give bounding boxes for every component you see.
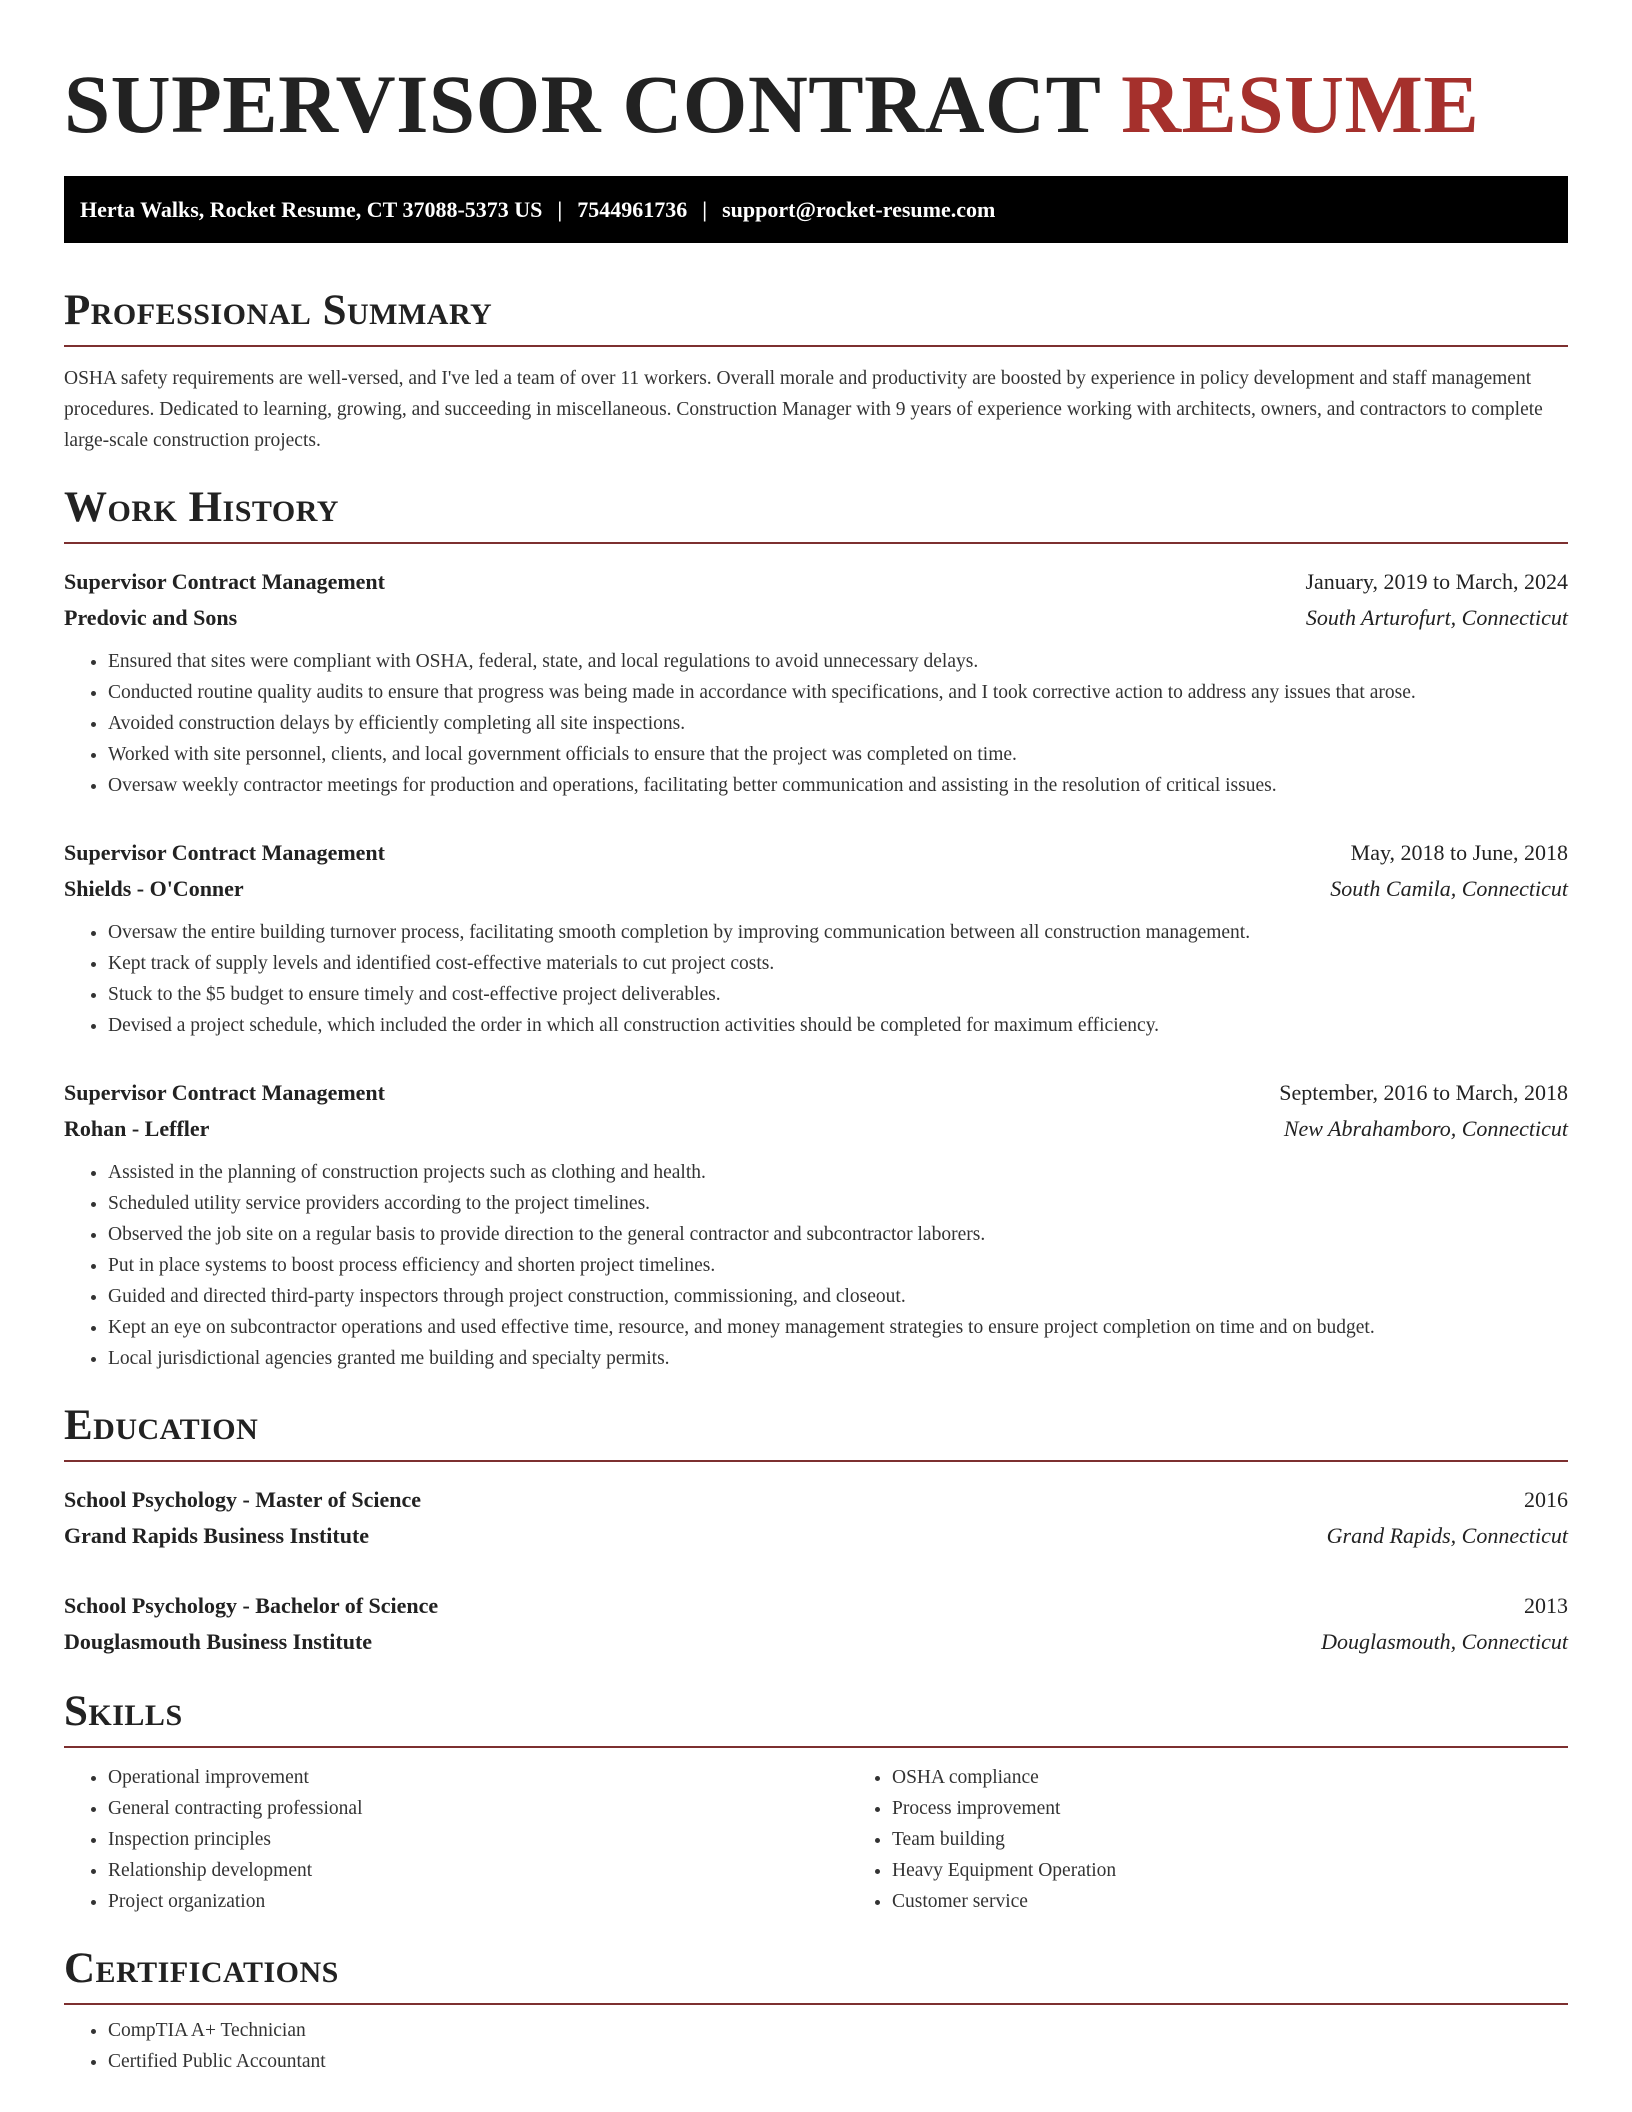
job-title: Supervisor Contract Management bbox=[64, 840, 385, 865]
education-section bbox=[64, 1402, 1568, 1660]
education-year: 2016 bbox=[1524, 1487, 1568, 1512]
education-entry bbox=[64, 1588, 1568, 1660]
job-location: New Abrahamboro, Connecticut bbox=[1283, 1116, 1568, 1141]
contact-bar bbox=[64, 176, 1568, 243]
skill-item: • Relationship development bbox=[108, 1855, 848, 1886]
skill-item: • Project organization bbox=[108, 1886, 848, 1917]
contact-separator: | bbox=[702, 197, 708, 222]
job-entry bbox=[64, 835, 1568, 1041]
section-heading: Professional Summary bbox=[64, 287, 1568, 347]
skill-item: • Heavy Equipment Operation bbox=[892, 1855, 1632, 1886]
contact-address: Herta Walks, Rocket Resume, CT 37088-5373 US bbox=[80, 197, 543, 222]
section-heading: Certifications bbox=[64, 1945, 1568, 2005]
job-bullet: • Kept an eye on subcontractor operations and used effective time, resource, and money management strategies to ensure project completion on time and on budget. bbox=[108, 1312, 1568, 1343]
job-bullet: • Oversaw the entire building turnover process, facilitating smooth completion by improving communication between all construction management. bbox=[108, 917, 1568, 948]
job-header-row bbox=[64, 1075, 1568, 1111]
job-bullet: • Local jurisdictional agencies granted me building and specialty permits. bbox=[108, 1343, 1568, 1374]
job-location: South Camila, Connecticut bbox=[1330, 876, 1568, 901]
job-bullet: • Scheduled utility service providers according to the project timelines. bbox=[108, 1188, 1568, 1219]
work-history-section bbox=[64, 484, 1568, 1374]
education-degree: School Psychology - Bachelor of Science bbox=[64, 1593, 439, 1618]
job-bullet: • Oversaw weekly contractor meetings for production and operations, facilitating better communication and assisting in the resolution of critical issues. bbox=[108, 770, 1568, 801]
education-entry bbox=[64, 1482, 1568, 1554]
job-location: South Arturofurt, Connecticut bbox=[1305, 605, 1568, 630]
skill-item: • Customer service bbox=[892, 1886, 1632, 1917]
section-heading: Education bbox=[64, 1402, 1568, 1462]
skills-list-right bbox=[848, 1762, 1632, 1917]
job-bullet: • Ensured that sites were compliant with OSHA, federal, state, and local regulations to avoid unnecessary delays. bbox=[108, 646, 1568, 677]
skills-columns bbox=[64, 1762, 1568, 1917]
job-bullets bbox=[64, 1157, 1568, 1374]
skill-item: • General contracting professional bbox=[108, 1793, 848, 1824]
contact-phone: 7544961736 bbox=[577, 197, 688, 222]
skills-section bbox=[64, 1688, 1568, 1917]
education-location: Grand Rapids, Connecticut bbox=[1326, 1523, 1568, 1548]
job-company: Predovic and Sons bbox=[64, 605, 238, 630]
job-bullets bbox=[64, 646, 1568, 801]
title-main: SUPERVISOR CONTRACT bbox=[64, 58, 1100, 150]
summary-text: OSHA safety requirements are well-versed, and I've led a team of over 11 workers. Overall morale and productivity are boosted by experience in policy development and staff management procedures. Dedicated to learning, growing, and succeeding in miscellaneous. Construction Manager with 9 years of experience working with architects, owners, and contractors to complete large-scale construction projects. bbox=[64, 368, 1543, 451]
job-dates: September, 2016 to March, 2018 bbox=[1279, 1080, 1568, 1105]
job-bullets bbox=[64, 917, 1568, 1041]
education-degree-row bbox=[64, 1588, 1568, 1624]
job-bullet: • Kept track of supply levels and identified cost-effective materials to cut project costs. bbox=[108, 948, 1568, 979]
job-title: Supervisor Contract Management bbox=[64, 569, 385, 594]
job-bullet: • Conducted routine quality audits to ensure that progress was being made in accordance with specifications, and I took corrective action to address any issues that arose. bbox=[108, 677, 1568, 708]
education-school: Grand Rapids Business Institute bbox=[64, 1523, 370, 1548]
job-bullet: • Assisted in the planning of construction projects such as clothing and health. bbox=[108, 1157, 1568, 1188]
section-heading: Work History bbox=[64, 484, 1568, 544]
certification-item: • CompTIA A+ Technician bbox=[108, 2015, 1568, 2046]
job-dates: January, 2019 to March, 2024 bbox=[1305, 569, 1568, 594]
section-heading: Skills bbox=[64, 1688, 1568, 1748]
education-degree: School Psychology - Master of Science bbox=[64, 1487, 422, 1512]
education-school: Douglasmouth Business Institute bbox=[64, 1629, 373, 1654]
skill-item: • Operational improvement bbox=[108, 1762, 848, 1793]
job-bullet: • Observed the job site on a regular basis to provide direction to the general contractor and subcontractor laborers. bbox=[108, 1219, 1568, 1250]
skill-item: • Team building bbox=[892, 1824, 1632, 1855]
job-title: Supervisor Contract Management bbox=[64, 1080, 385, 1105]
job-bullet: • Stuck to the $5 budget to ensure timely and cost-effective project deliverables. bbox=[108, 979, 1568, 1010]
job-bullet: • Put in place systems to boost process efficiency and shorten project timelines. bbox=[108, 1250, 1568, 1281]
job-header-row bbox=[64, 564, 1568, 600]
job-dates: May, 2018 to June, 2018 bbox=[1350, 840, 1568, 865]
skill-item: • OSHA compliance bbox=[892, 1762, 1632, 1793]
job-bullet: • Avoided construction delays by efficiently completing all site inspections. bbox=[108, 708, 1568, 739]
job-entry bbox=[64, 564, 1568, 801]
skills-list-left bbox=[64, 1762, 848, 1917]
education-degree-row bbox=[64, 1482, 1568, 1518]
skill-item: • Inspection principles bbox=[108, 1824, 848, 1855]
job-bullet: • Worked with site personnel, clients, and local government officials to ensure that the project was completed on time. bbox=[108, 739, 1568, 770]
job-company: Shields - O'Conner bbox=[64, 876, 244, 901]
job-bullet: • Devised a project schedule, which included the order in which all construction activities should be completed for maximum efficiency. bbox=[108, 1010, 1568, 1041]
summary-section bbox=[64, 287, 1568, 456]
education-year: 2013 bbox=[1524, 1593, 1568, 1618]
education-school-row bbox=[64, 1624, 1568, 1660]
education-school-row bbox=[64, 1518, 1568, 1554]
job-company-row bbox=[64, 600, 1568, 636]
resume-title bbox=[64, 56, 1568, 152]
job-bullet: • Guided and directed third-party inspectors through project construction, commissioning, and closeout. bbox=[108, 1281, 1568, 1312]
title-accent: RESUME bbox=[1121, 58, 1480, 150]
education-location: Douglasmouth, Connecticut bbox=[1321, 1629, 1568, 1654]
job-company: Rohan - Leffler bbox=[64, 1116, 210, 1141]
resume-page bbox=[64, 0, 1568, 2077]
skill-item: • Process improvement bbox=[892, 1793, 1632, 1824]
certifications-list bbox=[64, 2015, 1568, 2077]
contact-separator: | bbox=[557, 197, 563, 222]
certification-item: • Certified Public Accountant bbox=[108, 2046, 1568, 2077]
job-entry bbox=[64, 1075, 1568, 1374]
contact-email[interactable]: support@rocket-resume.com bbox=[722, 197, 996, 222]
job-header-row bbox=[64, 835, 1568, 871]
job-company-row bbox=[64, 1111, 1568, 1147]
job-company-row bbox=[64, 871, 1568, 907]
certifications-section bbox=[64, 1945, 1568, 2077]
